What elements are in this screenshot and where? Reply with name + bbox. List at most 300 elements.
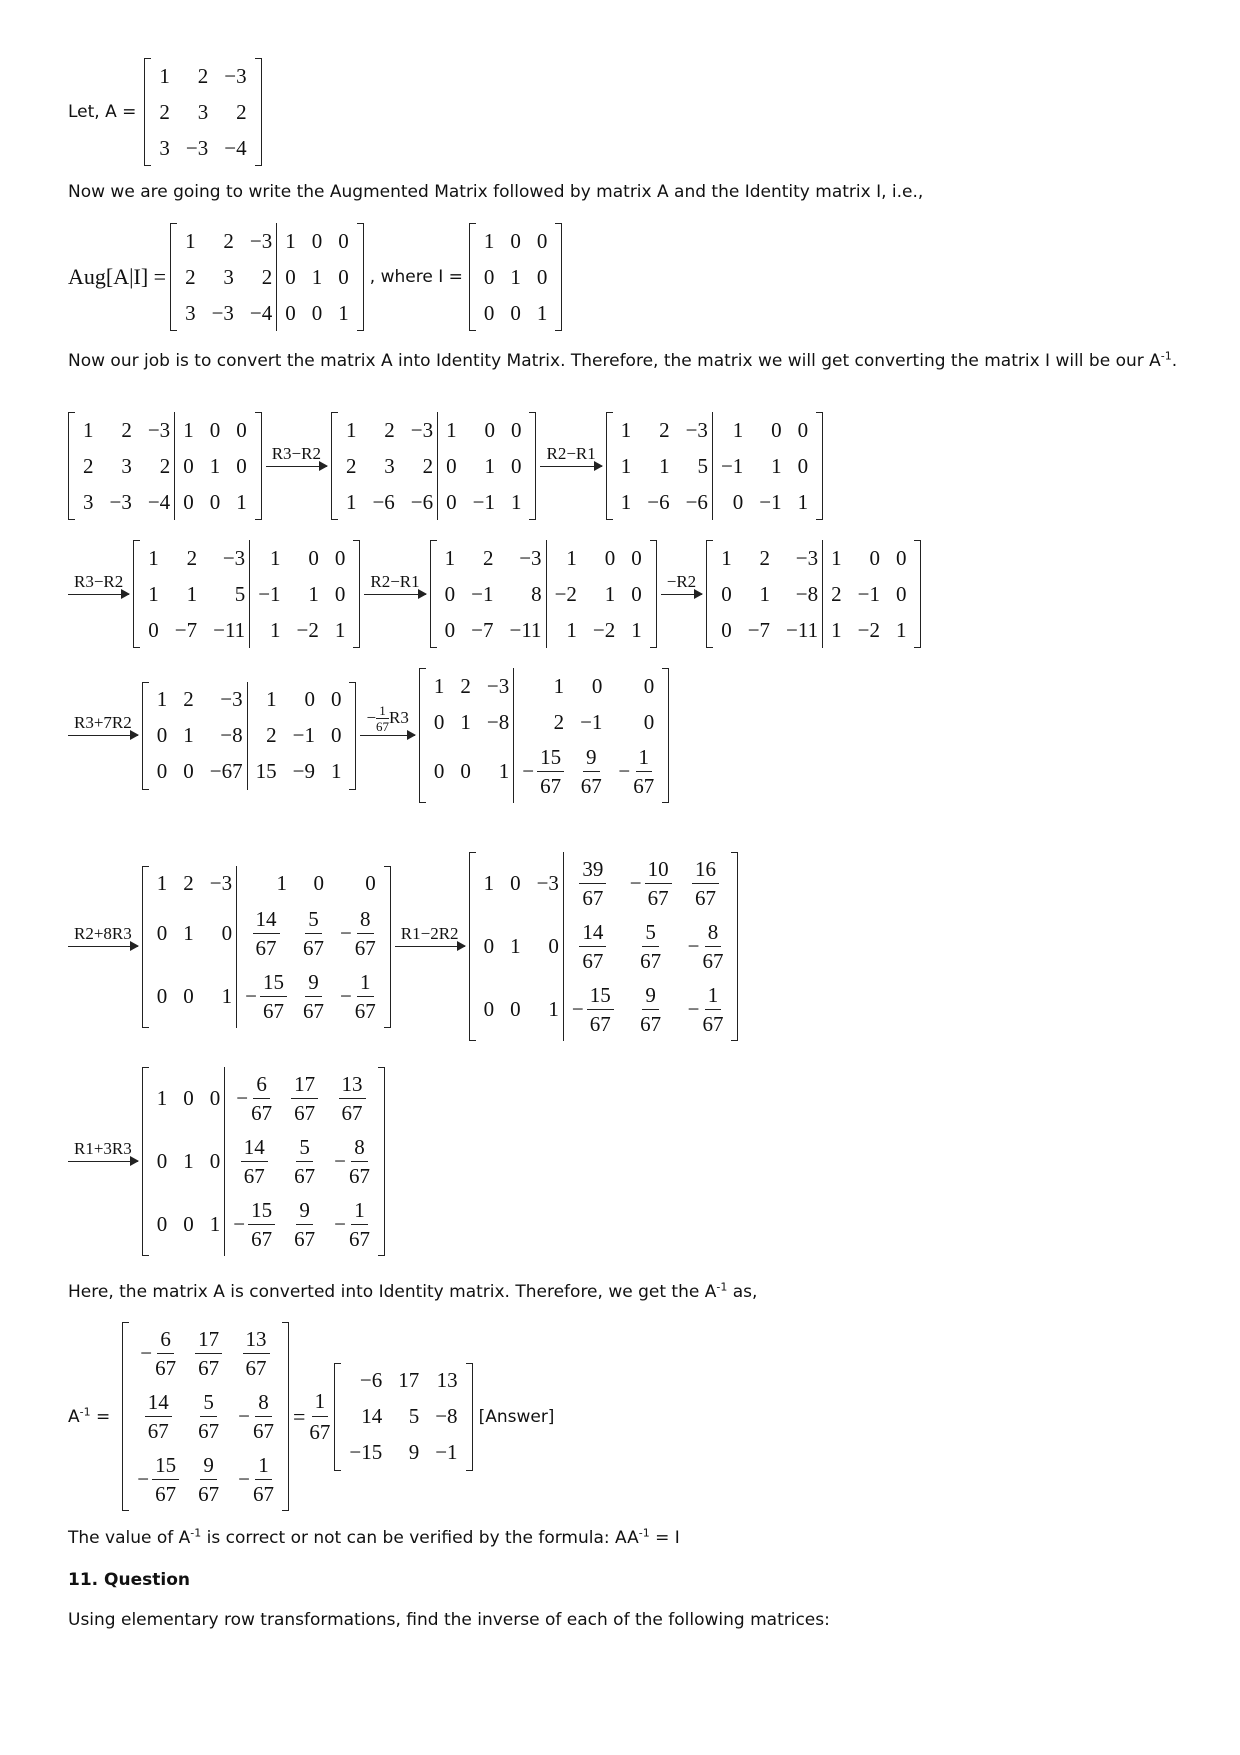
- matrix-cell: −9: [292, 759, 315, 783]
- matrix-cell: 0: [483, 264, 495, 289]
- matrix-cell: 0: [604, 545, 616, 570]
- matrix-cell: 1: [510, 264, 521, 289]
- matrix-cell: −3: [479, 668, 514, 704]
- matrix-cell: 1: [620, 417, 632, 442]
- matrix-cell: 1: [484, 453, 495, 478]
- matrix-cell: −6: [403, 484, 438, 520]
- matrix-cell: 1: [721, 545, 732, 570]
- step-row-5: [68, 1067, 385, 1256]
- matrix-cell: 0: [183, 983, 194, 1008]
- matrix-cell: 14 67: [563, 915, 621, 978]
- step-matrix-10: [142, 1067, 385, 1256]
- matrix-cell: 0: [209, 417, 221, 442]
- answer-tag: [Answer]: [478, 1406, 555, 1427]
- here-text: Here, the matrix A is converted into Identity matrix. Therefore, we get the $A^{-1}$ as,: [68, 1280, 758, 1302]
- matrix-cell: 9 67: [580, 745, 602, 798]
- matrix-cell: 0: [202, 1130, 225, 1193]
- matrix-cell: 1: [631, 617, 642, 642]
- matrix-row: [613, 448, 816, 484]
- matrix-cell: −1: [258, 581, 281, 606]
- matrix-cell: 1: [797, 489, 809, 514]
- matrix-cell: −2: [554, 581, 577, 606]
- matrix-row: [149, 682, 350, 718]
- matrix-cell: −3: [185, 135, 209, 160]
- job-sup: -1: [1160, 349, 1172, 363]
- matrix-cell: 9 67: [640, 983, 662, 1036]
- matrix-cell: 1: [156, 687, 168, 711]
- matrix-cell: 0: [311, 300, 323, 325]
- matrix-cell: 1: [620, 453, 632, 478]
- matrix-cell: 1: [831, 545, 842, 570]
- aug-intro-text: Now we are going to write the Augmented Matrix followed by matrix A and the Identity matrix I, i.e.,: [68, 182, 924, 202]
- matrix-cell: 0: [536, 228, 548, 253]
- matrix-cell: 5 67: [302, 906, 324, 960]
- matrix-cell: −4: [224, 135, 247, 160]
- matrix-cell: −3: [202, 682, 247, 718]
- matrix-cell: 0: [732, 489, 744, 514]
- matrix-cell: 13 67: [326, 1067, 378, 1130]
- step-matrix-3: [133, 540, 360, 648]
- here-sup: -1: [716, 1280, 728, 1294]
- matrix-cell: 2: [403, 448, 438, 484]
- matrix-cell: −1: [472, 489, 495, 514]
- matrix-cell: 1: [510, 934, 521, 958]
- matrix-cell: 5: [408, 1404, 420, 1428]
- matrix-cell: −67: [202, 754, 247, 790]
- matrix-cell: 3: [83, 489, 94, 514]
- question-text: Using elementary row transformations, find the inverse of each of the following matrices:: [68, 1610, 830, 1630]
- matrix-cell: 17: [398, 1368, 420, 1392]
- matrix-cell: 0: [631, 581, 642, 606]
- matrix-cell: 2: [121, 417, 132, 442]
- matrix-cell: 1: [330, 759, 342, 783]
- matrix-cell: 0: [444, 617, 456, 642]
- matrix-cell: 0: [510, 300, 521, 325]
- matrix-cell: 2: [759, 545, 771, 570]
- matrix-cell: 1: [483, 228, 495, 253]
- matrix-cell: 14 67: [225, 1130, 283, 1193]
- matrix-a: [144, 58, 261, 166]
- matrix-row: [149, 866, 384, 902]
- matrix-cell: −3: [140, 412, 175, 448]
- matrix-cell: 3: [384, 453, 395, 478]
- matrix-row: [149, 754, 350, 790]
- matrix-cell: 0: [797, 453, 809, 478]
- matrix-cell: 14: [361, 1404, 383, 1428]
- matrix-cell: 17 67: [283, 1067, 326, 1130]
- matrix-cell: 1: [159, 63, 170, 88]
- matrix-cell: 0: [433, 759, 445, 783]
- matrix-cell: 0: [183, 453, 194, 478]
- matrix-cell: 3: [121, 453, 132, 478]
- matrix-cell: 1: [460, 709, 471, 734]
- matrix-cell: 5: [205, 576, 250, 612]
- matrix-cell: 1: [345, 489, 357, 514]
- matrix-cell: 0: [631, 545, 642, 570]
- matrix-row: [713, 540, 914, 576]
- matrix-cell: 1: [620, 489, 632, 514]
- matrix-cell: 0: [156, 723, 168, 747]
- matrix-cell: 0: [797, 417, 809, 442]
- matrix-cell: − $\frac{1}{67}$: [618, 745, 655, 798]
- matrix-cell: − $\frac{15}{67}$: [563, 978, 621, 1041]
- step-matrix-9: [469, 852, 739, 1041]
- matrix-cell: 0: [869, 545, 880, 570]
- matrix-cell: 2: [482, 545, 494, 570]
- matrix-row: [151, 94, 254, 130]
- matrix-cell: −11: [205, 612, 250, 648]
- matrix-cell: 3: [185, 300, 196, 325]
- matrix-cell: 39 67: [563, 852, 621, 915]
- matrix-cell: 2: [384, 417, 395, 442]
- matrix-cell: 0: [460, 759, 471, 783]
- matrix-cell: −1: [857, 581, 880, 606]
- matrix-cell: 9 67: [294, 1198, 316, 1251]
- matrix-row: [476, 852, 732, 915]
- matrix-cell: −3: [242, 223, 277, 259]
- verify-text: The value of $A^{-1}$ is correct or not can be verified by the formula: $AA^{-1} = I$: [68, 1526, 680, 1548]
- matrix-cell: 2: [345, 453, 357, 478]
- matrix-row: [476, 915, 732, 978]
- aug-label: Aug[A|I] =: [68, 264, 167, 289]
- matrix-cell: 2: [185, 264, 196, 289]
- matrix-cell: −1: [759, 489, 782, 514]
- matrix-row: [341, 1399, 465, 1435]
- matrix-cell: 1: [604, 581, 616, 606]
- matrix-cell: −6: [372, 489, 395, 514]
- matrix-cell: 1: [270, 617, 281, 642]
- matrix-cell: 1: [202, 1193, 225, 1256]
- matrix-row: [75, 448, 255, 484]
- matrix-cell: 9: [408, 1440, 420, 1464]
- matrix-row: [426, 704, 662, 740]
- matrix-cell: 0: [183, 759, 194, 783]
- op-arrow-7: − $\frac{1}{67}$ R3: [360, 701, 414, 770]
- matrix-row: [129, 1448, 282, 1511]
- op-arrow-2: R2−R1: [540, 444, 601, 489]
- matrix-cell: −3: [678, 412, 713, 448]
- matrix-cell: − $\frac{15}{67}$: [237, 965, 295, 1028]
- op-arrow-3: R3−R2: [68, 572, 129, 617]
- matrix-cell: 0: [591, 673, 603, 698]
- scalar-fraction: $\frac{1}{67}$: [309, 1386, 330, 1447]
- matrix-cell: −6: [359, 1368, 383, 1392]
- matrix-cell: 0: [338, 228, 349, 253]
- matrix-cell: 2: [159, 99, 170, 124]
- matrix-cell: 14 67: [129, 1385, 187, 1448]
- matrix-cell: −6: [647, 489, 670, 514]
- matrix-cell: −3: [202, 866, 237, 902]
- matrix-cell: 1: [338, 300, 349, 325]
- matrix-cell: 16 67: [680, 852, 732, 915]
- op-arrow-1: R3−R2: [266, 444, 327, 489]
- matrix-cell: 2: [460, 673, 471, 698]
- matrix-cell: 0: [311, 228, 323, 253]
- matrix-cell: 2: [236, 99, 247, 124]
- matrix-cell: 0: [202, 902, 237, 965]
- matrix-cell: 0: [313, 871, 324, 895]
- matrix-cell: 1: [148, 581, 159, 606]
- matrix-row: [713, 612, 914, 648]
- inverse-fraction-matrix: [122, 1322, 289, 1511]
- matrix-cell: 1: [529, 978, 564, 1041]
- matrix-row: [149, 902, 384, 965]
- matrix-row: [151, 130, 254, 166]
- matrix-row: [338, 484, 530, 520]
- matrix-row: [437, 540, 650, 576]
- matrix-row: [177, 259, 357, 295]
- matrix-cell: 0: [330, 687, 342, 711]
- matrix-cell: −3: [211, 300, 234, 325]
- matrix-cell: − $\frac{1}{67}$: [339, 969, 376, 1023]
- matrix-cell: 1: [308, 581, 319, 606]
- matrix-cell: 1: [266, 687, 277, 711]
- matrix-row: [129, 1385, 282, 1448]
- matrix-cell: 0: [529, 915, 564, 978]
- matrix-cell: −7: [747, 617, 771, 642]
- matrix-cell: −3: [205, 540, 250, 576]
- matrix-cell: −2: [857, 617, 880, 642]
- matrix-row: [341, 1435, 465, 1471]
- matrix-row: [341, 1363, 465, 1399]
- matrix-cell: 17 67: [187, 1322, 230, 1385]
- matrix-cell: 1: [345, 417, 357, 442]
- matrix-cell: − $\frac{8}{67}$: [238, 1390, 274, 1443]
- matrix-cell: −8: [435, 1404, 458, 1428]
- matrix-cell: −3: [224, 63, 247, 88]
- op-arrow-6: R3+7R2: [68, 713, 138, 758]
- matrix-cell: 3: [223, 264, 234, 289]
- matrix-cell: 1: [479, 740, 514, 803]
- matrix-cell: −4: [140, 484, 175, 520]
- matrix-cell: −15: [349, 1440, 383, 1464]
- matrix-cell: 0: [285, 300, 296, 325]
- op-arrow-10: R1+3R3: [68, 1139, 138, 1184]
- matrix-cell: 1: [895, 617, 907, 642]
- matrix-cell: 0: [510, 871, 521, 895]
- matrix-row: [149, 1193, 378, 1256]
- matrix-cell: − $\frac{15}{67}$: [129, 1448, 187, 1511]
- matrix-cell: 1: [510, 489, 522, 514]
- matrix-cell: 9 67: [198, 1453, 220, 1506]
- matrix-row: [613, 412, 816, 448]
- matrix-cell: 1: [270, 545, 281, 570]
- augmented-matrix: [170, 223, 364, 331]
- matrix-cell: 2: [266, 723, 277, 747]
- matrix-row: [149, 1067, 378, 1130]
- matrix-cell: 0: [236, 453, 247, 478]
- matrix-row: [151, 58, 254, 94]
- matrix-cell: 5 67: [640, 920, 662, 973]
- matrix-row: [129, 1322, 282, 1385]
- matrix-cell: − $\frac{15}{67}$: [514, 740, 572, 803]
- matrix-cell: 0: [308, 545, 319, 570]
- matrix-cell: 1: [446, 417, 457, 442]
- matrix-cell: 1: [209, 453, 221, 478]
- matrix-cell: 2: [553, 709, 565, 734]
- matrix-cell: −7: [174, 617, 198, 642]
- matrix-cell: 15: [255, 759, 277, 783]
- matrix-cell: 14 67: [237, 902, 295, 965]
- matrix-cell: 3: [197, 99, 209, 124]
- matrix-cell: −7: [471, 617, 494, 642]
- matrix-cell: 0: [510, 228, 521, 253]
- matrix-cell: 0: [334, 545, 346, 570]
- matrix-row: [426, 668, 662, 704]
- matrix-row: [426, 740, 662, 803]
- matrix-row: [338, 412, 530, 448]
- matrix-cell: 0: [330, 723, 342, 747]
- matrix-cell: 0: [536, 264, 548, 289]
- matrix-cell: 2: [140, 448, 175, 484]
- step-row-1: [68, 412, 823, 520]
- matrix-cell: 1: [771, 453, 782, 478]
- matrix-cell: 0: [183, 489, 194, 514]
- matrix-cell: 0: [895, 581, 907, 606]
- matrix-cell: 0: [304, 687, 315, 711]
- matrix-cell: −3: [109, 489, 132, 514]
- job-text: Now our job is to convert the matrix A into Identity Matrix. Therefore, the matrix we will get converting the matrix I will be our $A^{-1}$.: [68, 349, 1178, 371]
- matrix-cell: 5 67: [294, 1135, 316, 1188]
- matrix-row: [713, 576, 914, 612]
- matrix-cell: 0: [771, 417, 782, 442]
- matrix-cell: 1: [186, 581, 198, 606]
- matrix-cell: 0: [183, 1212, 194, 1236]
- matrix-cell: 2: [197, 63, 209, 88]
- matrix-cell: 1: [759, 581, 771, 606]
- matrix-cell: 1: [156, 871, 168, 895]
- matrix-cell: 2: [223, 228, 234, 253]
- matrix-row: [149, 1130, 378, 1193]
- matrix-cell: −2: [296, 617, 319, 642]
- matrix-cell: 0: [202, 1067, 225, 1130]
- matrix-cell: 0: [446, 489, 457, 514]
- inverse-result: $A^{-1}$ = − $\frac{6}{67}$ 17 67 13 67 14 67 5 67 − $\frac{8}{67}$ − $\frac{15}{67}$ 9 67 − $\frac{1}{67}$ = $\frac{1}{67}$ −6 17 13 14 5 −8 −15 9 −1 [Answer]: [68, 1322, 560, 1511]
- matrix-row: [149, 965, 384, 1028]
- identity-matrix: [469, 223, 563, 331]
- matrix-cell: 5: [678, 448, 713, 484]
- matrix-row: [476, 978, 732, 1041]
- inverse-integer-matrix: [334, 1363, 472, 1471]
- matrix-cell: − $\frac{6}{67}$: [236, 1072, 273, 1125]
- matrix-cell: 2: [183, 871, 194, 895]
- step-matrix-6: [142, 682, 357, 790]
- matrix-cell: 0: [510, 997, 521, 1021]
- matrix-cell: −2: [592, 617, 616, 642]
- matrix-cell: 2: [186, 545, 198, 570]
- matrix-cell: 1: [185, 228, 196, 253]
- matrix-cell: 5 67: [198, 1390, 220, 1443]
- matrix-cell: −8: [202, 718, 247, 754]
- matrix-cell: 1: [183, 417, 194, 442]
- op-arrow-8: R2+8R3: [68, 924, 138, 969]
- matrix-row: [437, 612, 650, 648]
- matrix-cell: 0: [156, 920, 168, 945]
- matrix-cell: 0: [148, 617, 159, 642]
- step-matrix-7: [419, 668, 669, 803]
- matrix-cell: 0: [643, 673, 655, 698]
- step-row-3: [68, 668, 669, 803]
- matrix-cell: −11: [778, 612, 823, 648]
- matrix-cell: − $\frac{8}{67}$: [339, 906, 376, 960]
- matrix-cell: −3: [778, 540, 823, 576]
- matrix-row: [75, 412, 255, 448]
- matrix-cell: 0: [643, 709, 655, 734]
- matrix-cell: −1: [720, 453, 744, 478]
- matrix-cell: 13: [436, 1368, 458, 1392]
- matrix-cell: 3: [159, 135, 170, 160]
- matrix-cell: 0: [721, 581, 732, 606]
- matrix-cell: −3: [529, 852, 564, 915]
- matrix-cell: −1: [292, 723, 315, 747]
- matrix-row: [177, 295, 357, 331]
- question-title: 11. Question: [68, 1570, 190, 1590]
- matrix-cell: −8: [479, 704, 514, 740]
- matrix-cell: 1: [732, 417, 744, 442]
- matrix-row: [140, 576, 353, 612]
- matrix-row: [177, 223, 357, 259]
- matrix-cell: 0: [334, 581, 346, 606]
- matrix-cell: 0: [721, 617, 732, 642]
- step-row-4: [68, 852, 738, 1041]
- matrix-cell: 0: [433, 709, 445, 734]
- matrix-cell: 2: [659, 417, 670, 442]
- matrix-row: [476, 259, 556, 295]
- op-arrow-5: −R2: [661, 572, 702, 617]
- matrix-row: [476, 223, 556, 259]
- matrix-row: [149, 718, 350, 754]
- matrix-cell: 2: [183, 687, 194, 711]
- matrix-cell: 1: [183, 723, 194, 747]
- matrix-cell: 1: [311, 264, 323, 289]
- matrix-cell: −6: [678, 484, 713, 520]
- step-matrix-8: [142, 866, 391, 1028]
- matrix-cell: 0: [236, 417, 247, 442]
- where-text: , where I =: [369, 267, 463, 287]
- matrix-cell: 0: [365, 871, 376, 895]
- matrix-cell: 1: [156, 1086, 168, 1110]
- matrix-cell: 0: [285, 264, 296, 289]
- matrix-cell: −11: [501, 612, 546, 648]
- matrix-cell: − $\frac{6}{67}$: [140, 1327, 177, 1380]
- matrix-cell: 1: [831, 617, 842, 642]
- step-matrix-1: [331, 412, 537, 520]
- matrix-row: [613, 484, 816, 520]
- matrix-cell: 0: [444, 581, 456, 606]
- step-matrix-5: [706, 540, 921, 648]
- matrix-cell: −4: [242, 295, 277, 331]
- matrix-cell: 1: [148, 545, 159, 570]
- matrix-cell: 0: [446, 453, 457, 478]
- matrix-cell: − $\frac{15}{67}$: [225, 1193, 283, 1256]
- matrix-cell: 0: [183, 1086, 194, 1110]
- step-row-2: [68, 540, 921, 648]
- matrix-cell: −3: [403, 412, 438, 448]
- matrix-cell: 1: [483, 871, 495, 895]
- matrix-cell: 1: [183, 920, 194, 945]
- matrix-cell: 9 67: [302, 969, 324, 1023]
- matrix-cell: 0: [209, 489, 221, 514]
- matrix-row: [75, 484, 255, 520]
- step-matrix-4: [430, 540, 657, 648]
- matrix-cell: 1: [83, 417, 94, 442]
- matrix-cell: −3: [501, 540, 546, 576]
- matrix-cell: 0: [895, 545, 907, 570]
- matrix-cell: 13 67: [230, 1322, 282, 1385]
- matrix-cell: 1: [659, 453, 670, 478]
- inverse-label: $A^{-1}$ =: [68, 1404, 111, 1427]
- matrix-cell: 0: [483, 997, 495, 1021]
